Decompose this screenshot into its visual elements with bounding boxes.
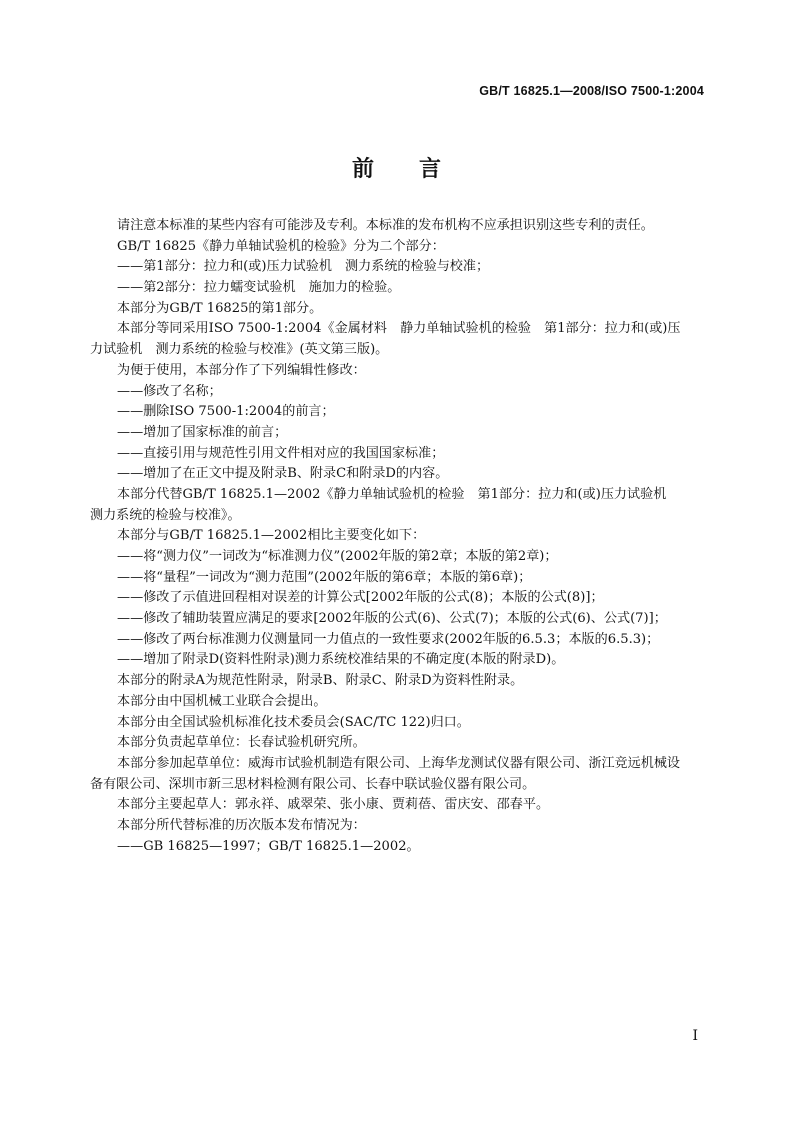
foreword-line-21: ——修改了两台标准测力仪测量同一力值点的一致性要求(2002年版的6.5.3；本版的6.5.3)； [117,631,660,647]
foreword-line-26: 本部分负责起草单位：长春试验机研究所。 [117,735,366,751]
page-number: I [692,1028,698,1044]
foreword-line-22: ——增加了附录D(资料性附录)测力系统校准结果的不确定度(本版的附录D)。 [117,652,565,668]
foreword-line-6: 本部分等同采用ISO 7500-1:2004《金属材料 静力单轴试验机的检验 第1部分：拉力和(或)压 [117,321,681,337]
foreword-body [90,216,704,857]
foreword-line-27: 本部分参加起草单位：威海市试验机制造有限公司、上海华龙测试仪器有限公司、浙江竞远机械设 [117,755,681,771]
page-title [0,152,794,183]
page-title-second-char: 言 [419,157,443,182]
foreword-line-31: ——GB 16825—1997；GB/T 16825.1—2002。 [117,838,420,854]
foreword-line-8: 为便于使用，本部分作了下列编辑性修改： [117,362,366,378]
foreword-line-10: ——删除ISO 7500-1:2004的前言； [117,404,335,420]
foreword-line-7: 力试验机 测力系统的检验与校准》(英文第三版)。 [90,342,389,358]
standard-code-header: GB/T 16825.1—2008/ISO 7500-1:2004 [479,84,704,98]
foreword-line-3: ——第1部分：拉力和(或)压力试验机 测力系统的检验与校准； [117,259,490,275]
foreword-line-20: ——修改了辅助装置应满足的要求[2002年版的公式(6)、公式(7)；本版的公式(6)、公式(7)]； [117,611,667,627]
foreword-line-24: 本部分由中国机械工业联合会提出。 [117,693,327,709]
foreword-line-16: 本部分与GB/T 16825.1—2002相比主要变化如下： [117,528,426,544]
foreword-line-25: 本部分由全国试验机标准化技术委员会(SAC/TC 122)归口。 [117,714,470,730]
foreword-line-30: 本部分所代替标准的历次版本发布情况为： [117,817,366,833]
foreword-line-11: ——增加了国家标准的前言； [117,424,288,440]
foreword-line-19: ——修改了示值进回程相对误差的计算公式[2002年版的公式(8)；本版的公式(8)]； [117,590,604,606]
foreword-line-4: ——第2部分：拉力蠕变试验机 施加力的检验。 [117,280,401,296]
foreword-line-23: 本部分的附录A为规范性附录，附录B、附录C、附录D为资料性附录。 [117,673,524,689]
foreword-line-29: 本部分主要起草人：郭永祥、戚翠荣、张小康、贾莉蓓、雷庆安、邵春平。 [117,797,550,813]
foreword-line-17: ——将“测力仪”一词改为“标准测力仪”(2002年版的第2章；本版的第2章)； [117,549,558,564]
foreword-line-18: ——将“量程”一词改为“测力范围”(2002年版的第6章；本版的第6章)； [117,569,532,585]
foreword-line-1: 请注意本标准的某些内容有可能涉及专利。本标准的发布机构不应承担识别这些专利的责任。 [117,218,654,233]
foreword-line-5: 本部分为GB/T 16825的第1部分。 [117,300,323,316]
foreword-line-12: ——直接引用与规范性引用文件相对应的我国国家标准； [117,445,445,461]
page-title-first-char: 前 [351,157,375,182]
foreword-line-14: 本部分代替GB/T 16825.1—2002《静力单轴试验机的检验 第1部分：拉力和(或)压力试验机 [117,486,667,502]
foreword-line-9: ——修改了名称； [117,383,222,399]
foreword-line-15: 测力系统的检验与校准》。 [90,507,241,523]
foreword-line-28: 备有限公司、深圳市新三思材料检测有限公司、长春中联试验仪器有限公司。 [90,776,536,792]
foreword-line-2: GB/T 16825《静力单轴试验机的检验》分为二个部分： [117,238,445,254]
foreword-line-13: ——增加了在正文中提及附录B、附录C和附录D的内容。 [117,466,449,482]
